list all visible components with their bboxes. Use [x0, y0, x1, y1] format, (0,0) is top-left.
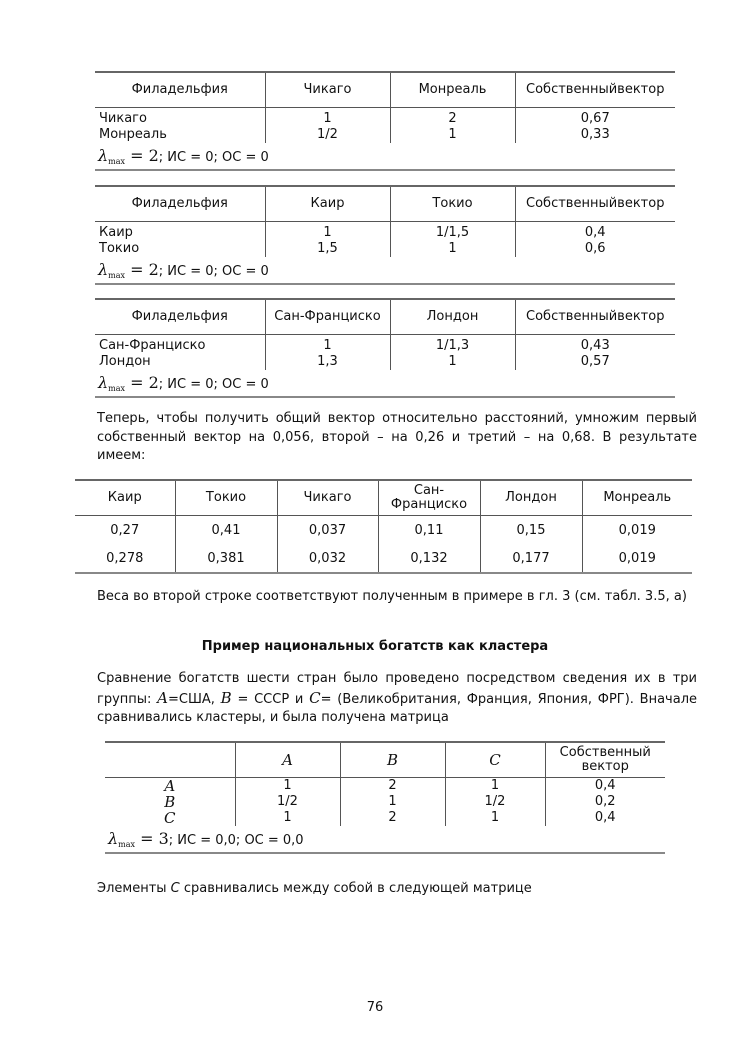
table-cell: 2: [340, 810, 445, 826]
table-row: [95, 127, 675, 143]
table-row: [105, 794, 665, 810]
column-header: Каир: [265, 186, 390, 222]
var-c: C: [170, 881, 180, 896]
paragraph-text: Теперь, чтобы получить общий вектор относительно расстояний, умножим первый собственный вектор на 0,056, второй – на 0,26 и третий – на 0,68. В результате имеем:: [97, 411, 697, 463]
table-cell: 1,3: [265, 354, 390, 370]
text: = (Великобритания, Франция, Япония, ФРГ). Вначале сравнивались кластеры, и была получена матрица: [97, 691, 698, 725]
table-cell: 0,15: [480, 516, 582, 545]
table-cell: Токио: [99, 241, 140, 256]
paragraph-clusters: [97, 670, 697, 728]
table-cell: 0,57: [515, 354, 675, 370]
table-cell: 0,278: [106, 550, 144, 566]
column-header: [105, 742, 235, 778]
comparison-table: [95, 185, 675, 285]
table-cell: 1: [445, 810, 545, 826]
section-heading: Пример национальных богатств как кластера: [201, 639, 549, 654]
table-cell: 0,032: [277, 544, 378, 573]
comparison-table: [95, 298, 675, 398]
comparison-table: [95, 71, 675, 171]
table-row: [95, 222, 675, 242]
table-cell: 2: [390, 108, 515, 128]
table-cell: 1: [390, 354, 515, 370]
table-cell: Сан-Франциско: [99, 338, 206, 353]
table-cell: Монреаль: [99, 127, 167, 142]
table-cell: 0,11: [378, 516, 480, 545]
column-header: Филадельфия: [95, 299, 265, 335]
table-cell: 0,41: [175, 516, 277, 545]
lambda-line: $\lambda_{max} = 2$; ИС = 0; ОС = 0: [98, 373, 269, 393]
table-cell: 1/2: [235, 794, 340, 810]
lambda-line: $\lambda_{max} = 2$; ИС = 0; ОС = 0: [98, 260, 269, 280]
table-cell: 1: [265, 335, 390, 355]
lambda-value: 2: [148, 260, 159, 279]
paragraph-weights-note: Веса во второй строке соответствуют полученным в примере в гл. 3 (см. табл. 3.5, а): [97, 589, 687, 604]
lambda-value: 2: [148, 146, 159, 165]
column-header: Токио: [390, 186, 515, 222]
table-cell: 1: [390, 127, 515, 143]
table-cell: 1,5: [265, 241, 390, 257]
table-cell: 0,381: [175, 544, 277, 573]
column-header: Сан-Франциско: [265, 299, 390, 335]
lambda-symbol: λ: [98, 146, 109, 165]
text: Сравнение богатств шести стран было проведено посредством сведения их в три группы:: [97, 671, 697, 707]
table-cell: 0,27: [110, 522, 140, 538]
table-cell: 1: [340, 794, 445, 810]
table-row: [95, 108, 675, 128]
table-cell: Каир: [99, 225, 133, 240]
cluster-lambda-line: $\lambda_{max} = 3$; ИС = 0,0; ОС = 0,0: [108, 829, 304, 849]
column-header: Лондон: [480, 480, 582, 516]
text: сравнивались между собой в следующей матрице: [179, 881, 532, 896]
table-row: [75, 544, 692, 573]
table-cell: 0,177: [480, 544, 582, 573]
consistency-indices: ; ИС = 0; ОС = 0: [158, 150, 269, 165]
table-row: [75, 516, 692, 545]
table-cell: 1: [445, 778, 545, 795]
table-cell: A: [164, 777, 176, 795]
table-cell: 1/2: [445, 794, 545, 810]
lambda-subscript: max: [108, 271, 126, 280]
column-header: B: [340, 742, 445, 778]
table-cell: 1: [390, 241, 515, 257]
column-header: Монреаль: [390, 72, 515, 108]
lambda-symbol: λ: [98, 373, 109, 392]
column-header: Монреаль: [582, 480, 692, 516]
lambda-subscript: max: [118, 840, 136, 849]
table-cell: 0,4: [545, 778, 665, 795]
table-cell: B: [164, 793, 176, 811]
column-header: Чикаго: [277, 480, 378, 516]
consistency-indices: ; ИС = 0; ОС = 0: [158, 264, 269, 279]
column-header: Лондон: [390, 299, 515, 335]
column-header: A: [235, 742, 340, 778]
table-cell: 0,4: [515, 222, 675, 242]
table-cell: 1: [235, 810, 340, 826]
column-header: C: [445, 742, 545, 778]
var-a: A: [157, 688, 169, 707]
text: =США,: [168, 691, 221, 707]
table-cell: 0,019: [582, 544, 692, 573]
lambda-value: 3: [158, 829, 169, 848]
var-b: B: [220, 688, 232, 707]
column-header: Филадельфия: [95, 186, 265, 222]
paragraph-weights-intro: [97, 410, 697, 466]
table-cell: 2: [340, 778, 445, 795]
table-cell: 0,4: [545, 810, 665, 826]
weights-table: [75, 479, 692, 574]
table-cell: 0,67: [515, 108, 675, 128]
table-row: [95, 354, 675, 370]
table-cell: 0,33: [515, 127, 675, 143]
page-number: 76: [366, 1000, 384, 1015]
paragraph-c-elements: [97, 880, 697, 899]
cluster-table: [105, 741, 665, 854]
column-header: Токио: [175, 480, 277, 516]
lambda-symbol: λ: [108, 829, 119, 848]
table-cell: 0,019: [582, 516, 692, 545]
lambda-symbol: λ: [98, 260, 109, 279]
table-cell: C: [164, 809, 176, 827]
column-header: Чикаго: [265, 72, 390, 108]
table-cell: 0,6: [515, 241, 675, 257]
table-row: [105, 810, 665, 826]
column-header: Филадельфия: [95, 72, 265, 108]
lambda-line: $\lambda_{max} = 2$; ИС = 0; ОС = 0: [98, 146, 269, 166]
consistency-indices: ; ИС = 0,0; ОС = 0,0: [168, 833, 304, 848]
column-header: Собственный вектор: [545, 742, 665, 778]
column-header: Собственныйвектор: [515, 186, 675, 222]
table-cell: 1/1,5: [390, 222, 515, 242]
table-row: [95, 335, 675, 355]
lambda-subscript: max: [108, 384, 126, 393]
table-cell: 0,2: [545, 794, 665, 810]
table-cell: 1: [265, 108, 390, 128]
var-c: C: [309, 688, 321, 707]
text: Элементы: [97, 881, 171, 896]
table-row: [105, 778, 665, 795]
table-cell: 0,43: [515, 335, 675, 355]
column-header: Собственныйвектор: [515, 299, 675, 335]
table-row: [95, 241, 675, 257]
table-cell: 1: [265, 222, 390, 242]
consistency-indices: ; ИС = 0; ОС = 0: [158, 377, 269, 392]
text: = СССР и: [231, 691, 310, 707]
table-cell: 1/2: [265, 127, 390, 143]
lambda-subscript: max: [108, 157, 126, 166]
table-cell: 1: [235, 778, 340, 795]
table-cell: 1/1,3: [390, 335, 515, 355]
table-cell: Лондон: [99, 354, 151, 369]
column-header: Каир: [75, 480, 175, 516]
column-header: Сан-Франциско: [378, 480, 480, 516]
table-cell: 0,132: [378, 544, 480, 573]
table-cell: Чикаго: [99, 111, 147, 126]
lambda-value: 2: [148, 373, 159, 392]
column-header: Собственныйвектор: [515, 72, 675, 108]
table-cell: 0,037: [277, 516, 378, 545]
